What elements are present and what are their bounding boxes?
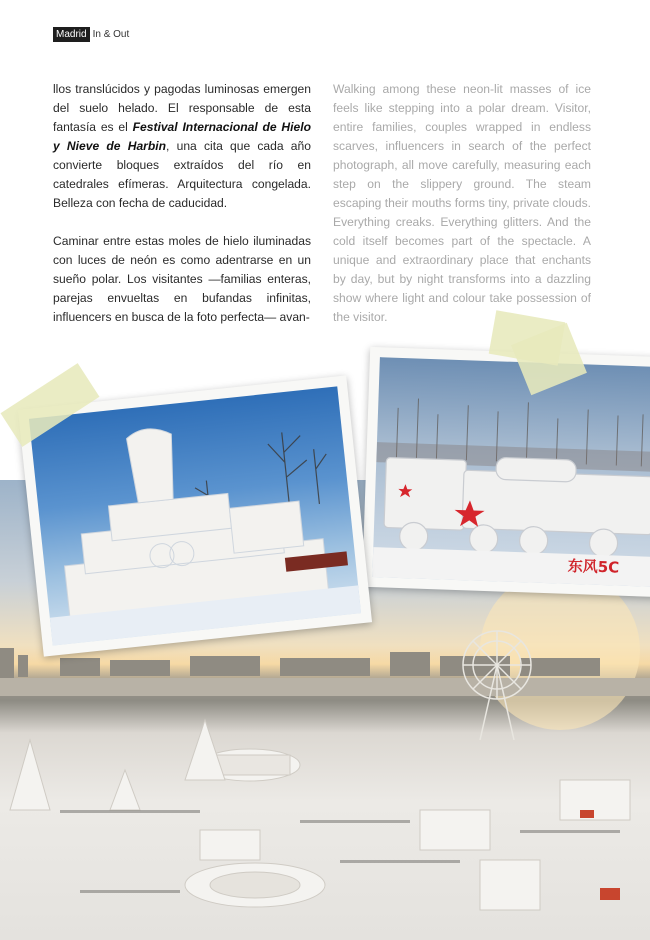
section-tag: Madrid bbox=[53, 27, 90, 42]
english-paragraph-1: Walking among these neon-lit masses of ice feels like stepping into a polar dream. Visitor, entire families, couples wrapped in endless scarves, influencers in search of the perfect photograph, all move carefully, measuring each step on the slippery ground. The steam escaping their mouths forms tiny, private clouds. Everything creaks. Everything glitters. And the cold itself becomes part of the spectacle. A unique and extraordinary place that enchants by day, but by night transforms into a dazzling show where light and colour take possession of the visitor. bbox=[333, 82, 591, 324]
spanish-paragraph-1: llos translúcidos y pagodas luminosas emergen del suelo helado. El responsable de esta fantasía es el Festival Internacional de Hielo y Nieve de Harbin, una cita que cada año convierte bloques extraídos del río en catedrales efímeras. Arquitectura congelada. Belleza con fecha de caducidad. bbox=[53, 82, 311, 210]
subsection-label: In & Out bbox=[92, 28, 130, 40]
snow-sculpture-photo bbox=[18, 375, 372, 656]
festival-name: Festival Internacional de Hielo y Nieve de Harbin bbox=[53, 120, 311, 153]
magazine-header bbox=[53, 26, 129, 42]
english-column bbox=[333, 80, 591, 346]
spanish-column bbox=[53, 80, 311, 346]
truck-sign: 东风5C bbox=[567, 556, 620, 577]
snow-truck-photo bbox=[362, 347, 650, 597]
spanish-paragraph-2: Caminar entre estas moles de hielo iluminadas con luces de neón es como adentrarse en un sueño polar. Los visitantes —familias enteras, parejas envueltas en bufandas infinitas, influencers en busca de la foto perfecta— avan- bbox=[53, 234, 311, 324]
